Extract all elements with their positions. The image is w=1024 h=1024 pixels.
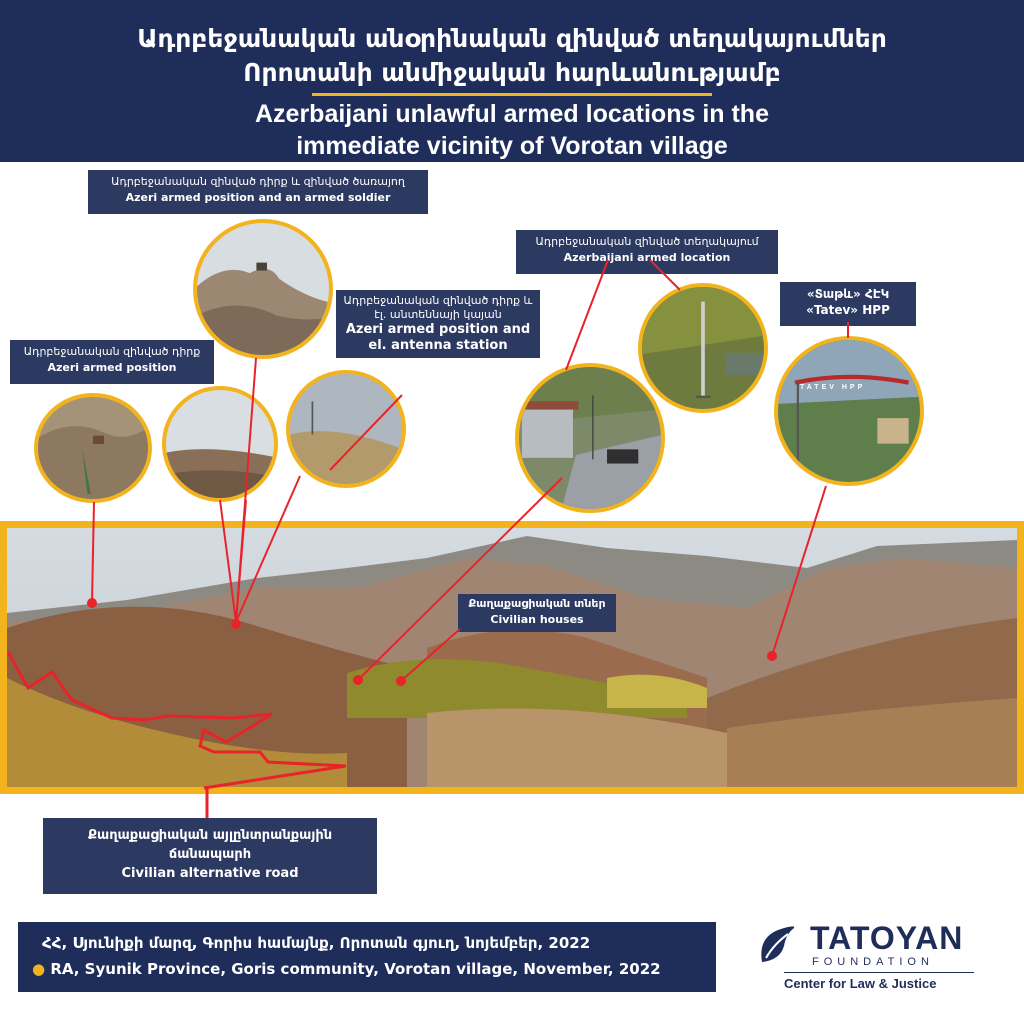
- hpp-sign-text: TATEV HPP: [800, 384, 866, 391]
- label-road-am-1: Քաղաքացիական այլընտրանքային: [87, 828, 333, 843]
- map-pin-icon: ●: [32, 960, 46, 978]
- label-antenna-station: [336, 290, 540, 358]
- label-armed-position: [10, 340, 214, 384]
- title-armenian-line-1: Ադրբեջանական անօրինական զինված տեղակայումներ: [137, 24, 887, 53]
- logo-foundation: FOUNDATION: [812, 956, 934, 968]
- label-civilian-road: [43, 818, 377, 894]
- label-location-am: Ադրբեջանական զինված տեղակայում: [535, 235, 759, 248]
- label-position-am: Ադրբեջանական զինված դիրք: [23, 345, 201, 358]
- photo-armed-location: [638, 283, 768, 413]
- panorama-photo: [0, 521, 1024, 794]
- logo-tagline: Center for Law & Justice: [784, 976, 937, 991]
- logo-divider: [784, 972, 974, 973]
- label-houses-en: Civilian houses: [490, 613, 584, 626]
- leaf-logo-icon: [756, 924, 798, 966]
- photo-tatev-hpp: [774, 336, 924, 486]
- label-armed-location: [516, 230, 778, 274]
- logo-name: TATOYAN: [810, 920, 964, 956]
- photo-soldier-position: [193, 219, 333, 359]
- label-hpp-am: «Տաթև» ՀԷԿ: [806, 287, 890, 301]
- label-location-en: Azerbaijani armed location: [563, 251, 731, 264]
- photo-armed-position: [34, 393, 152, 503]
- label-position-en: Azeri armed position: [47, 361, 177, 374]
- header-banner: [0, 0, 1024, 162]
- photo-antenna-position: [286, 370, 406, 488]
- label-antenna-en-2: el. antenna station: [368, 338, 508, 353]
- label-antenna-am: Ադրբեջանական զինված դիրք և էլ. անտեննայի կայան: [343, 294, 533, 321]
- location-date-box: [18, 922, 716, 992]
- photo-civilian-building: [515, 363, 665, 513]
- leader-location-1: [566, 260, 608, 370]
- tatoyan-logo: [756, 920, 976, 996]
- location-line-am: ՀՀ, Սյունիքի մարզ, Գորիս համայնք, Որոտան գյուղ, նոյեմբեր, 2022: [42, 934, 591, 952]
- label-antenna-en-1: Azeri armed position and: [345, 322, 531, 337]
- photo-hill-position: [162, 386, 278, 502]
- title-armenian-line-2: Որոտանի անմիջական հարևանությամբ: [243, 58, 781, 87]
- label-civilian-houses: [458, 594, 616, 632]
- label-hpp-en: «Tatev» HPP: [806, 303, 890, 317]
- label-tatev-hpp: [780, 282, 916, 326]
- title-english-line-2: immediate vicinity of Vorotan village: [296, 132, 728, 160]
- label-armed-soldier-en: Azeri armed position and an armed soldier: [125, 191, 391, 204]
- title-divider: [312, 93, 712, 96]
- label-road-en: Civilian alternative road: [121, 866, 299, 881]
- location-line-en: RA, Syunik Province, Goris community, Vorotan village, November, 2022: [50, 960, 661, 978]
- title-english-line-1: Azerbaijani unlawful armed locations in the: [255, 100, 769, 128]
- label-road-am-2: ճանապարհ: [168, 847, 252, 862]
- location-line-en-row: [32, 956, 702, 982]
- label-armed-soldier: [88, 170, 428, 214]
- label-armed-soldier-am: Ադրբեջանական զինված դիրք և զինված ծառայող: [111, 175, 405, 188]
- label-houses-am: Քաղաքացիական տներ: [468, 597, 606, 610]
